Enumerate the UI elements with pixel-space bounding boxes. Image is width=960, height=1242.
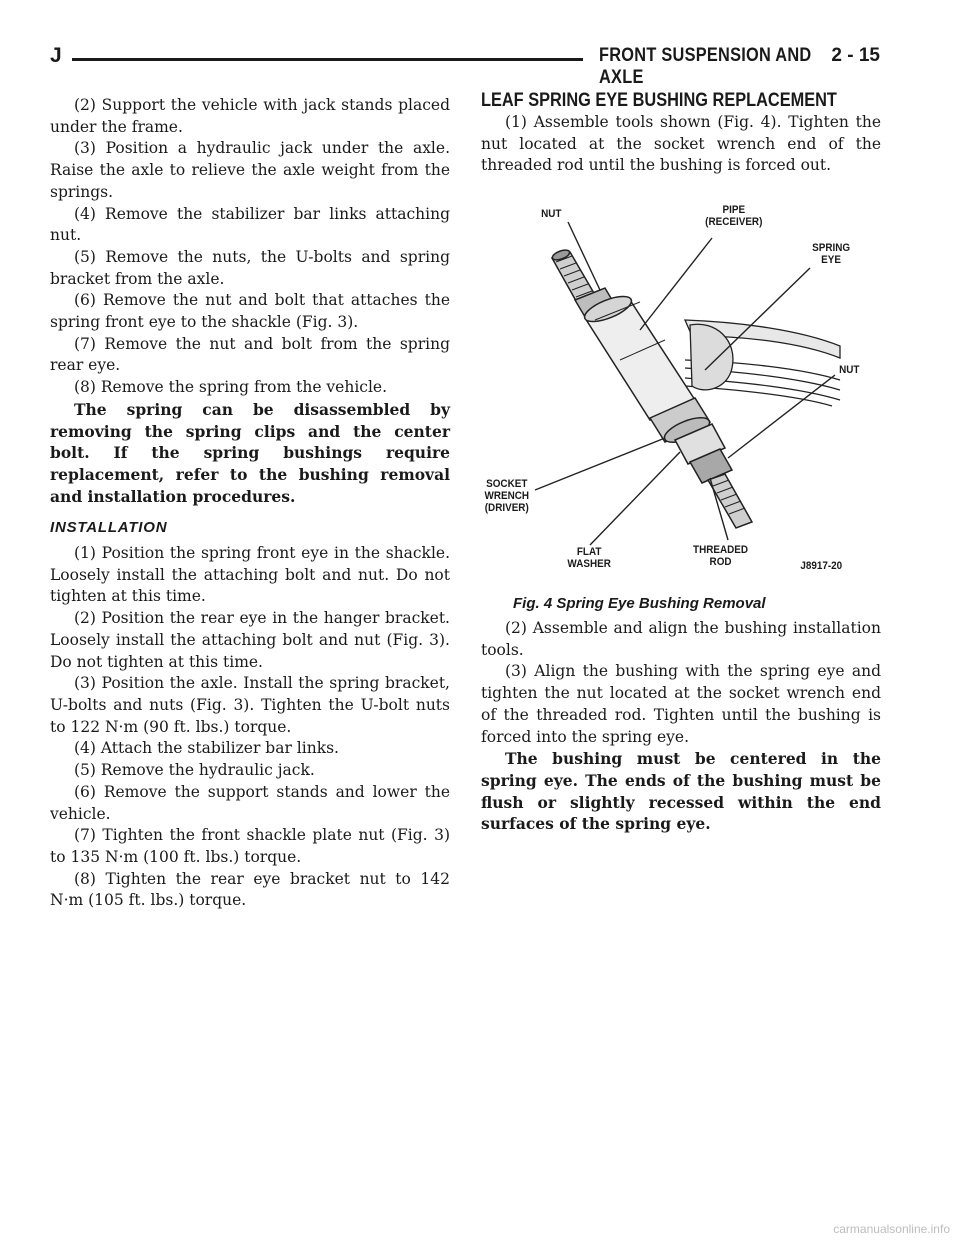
bushing-note: The bushing must be centered in the spring eye. The ends of the bushing must be flush or slightly recessed within the end surfaces of the spring eye. [481,749,881,834]
removal-step-7: (7) Remove the nut and bolt from the spring rear eye. [50,334,450,375]
callout-flat-washer: FLAT WASHER [567,546,611,570]
removal-step-3: (3) Position a hydraulic jack under the axle. Raise the axle to relieve the axle weight from the springs. [50,139,450,201]
install-step-5: (5) Remove the hydraulic jack. [74,761,315,780]
spring-eye-bushing-figure [480,190,885,590]
install-step-1: (1) Position the spring front eye in the shackle. Loosely install the attaching bolt and nut. Do not tighten at this time. [50,544,450,606]
installation-heading: INSTALLATION [50,519,168,537]
callout-nut-top: NUT [541,208,562,220]
page-header [50,44,880,88]
section-letter: J [50,44,62,67]
figure-id: J8917-20 [800,560,843,572]
footer-watermark: carmanualsonline.info [833,1222,950,1236]
bushing-step-2: (2) Assemble and align the bushing installation tools. [481,619,881,659]
right-column-steps [481,618,881,835]
header-rule [72,58,583,61]
callout-pipe-receiver: PIPE (RECEIVER) [705,204,763,228]
callout-socket-wrench: SOCKET WRENCH (DRIVER) [484,478,530,514]
callout-threaded-rod: THREADED ROD [693,544,749,568]
install-step-2: (2) Position the rear eye in the hanger bracket. Loosely install the attaching bolt and nut (Fig. 3). Do not tighten at this time. [50,609,450,671]
removal-note: The spring can be disassembled by removing the spring clips and the center bolt. If the spring bushings require replacement, refer to the bushing removal and installation procedures. [50,399,450,506]
removal-step-4: (4) Remove the stabilizer bar links attaching nut. [50,204,450,245]
right-column-intro [481,112,881,177]
left-column [50,95,450,912]
callout-nut-right: NUT [839,364,860,376]
removal-step-6: (6) Remove the nut and bolt that attaches the spring front eye to the shackle (Fig. 3). [50,291,450,332]
tool-assembly [551,248,752,528]
install-step-8: (8) Tighten the rear eye bracket nut to 142 N·m (105 ft. lbs.) torque. [50,869,450,910]
install-step-4: (4) Attach the stabilizer bar links. [74,739,339,758]
bushing-step-1: (1) Assemble tools shown (Fig. 4). Tighten the nut located at the socket wrench end of the threaded rod until the bushing is forced out. [481,113,881,175]
figure-caption: Fig. 4 Spring Eye Bushing Removal [513,595,766,612]
install-step-6: (6) Remove the support stands and lower the vehicle. [50,782,450,823]
removal-step-2: (2) Support the vehicle with jack stands placed under the frame. [50,96,450,136]
page-number: 2 - 15 [831,45,880,66]
bushing-step-3: (3) Align the bushing with the spring eye and tighten the nut located at the socket wrench end of the threaded rod. Tighten until the bushing is forced into the spring eye. [481,662,881,746]
install-step-7: (7) Tighten the front shackle plate nut (Fig. 3) to 135 N·m (100 ft. lbs.) torque. [50,826,450,866]
removal-step-5: (5) Remove the nuts, the U-bolts and spring bracket from the axle. [50,247,450,288]
section-heading: LEAF SPRING EYE BUSHING REPLACEMENT [481,90,837,111]
callout-spring-eye: SPRING EYE [812,242,851,266]
install-step-3: (3) Position the axle. Install the spring bracket, U-bolts and nuts (Fig. 3). Tighten the U-bolt nuts to 122 N·m (90 ft. lbs.) torque. [50,674,450,736]
removal-step-8: (8) Remove the spring from the vehicle. [74,378,388,397]
page-title: FRONT SUSPENSION AND AXLE [599,45,812,88]
